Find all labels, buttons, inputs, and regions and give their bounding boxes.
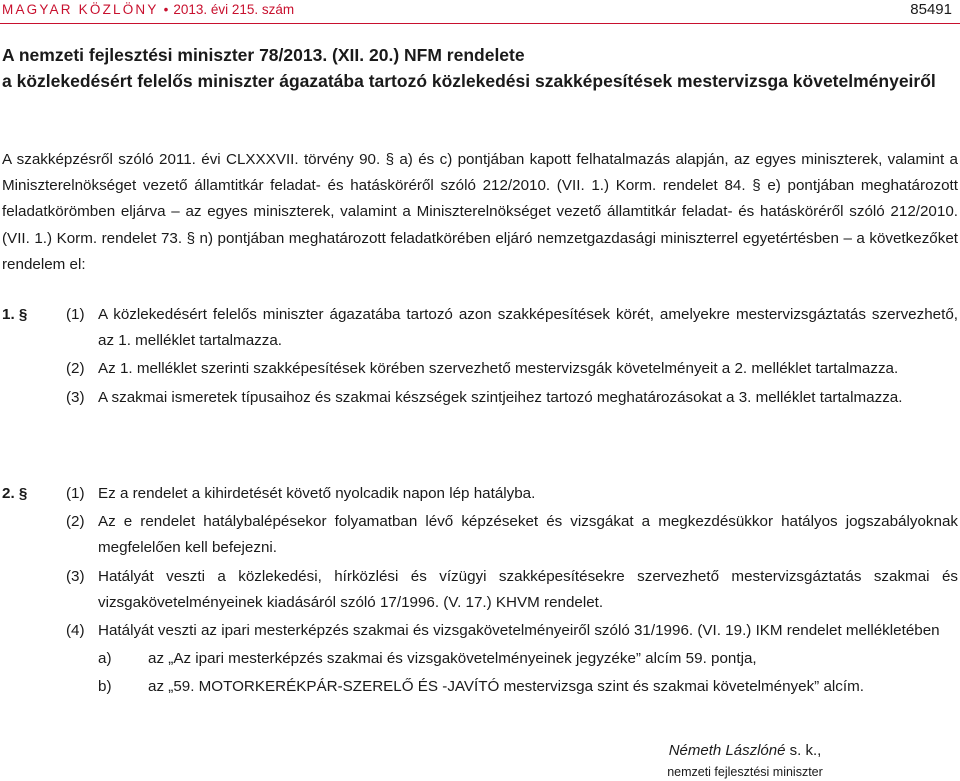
paragraph-text: Az e rendelet hatálybalépésekor folyamatban lévő képzéseket és vizsgákat a megkezdésükkor hatályos jogszabályoknak megfelelően kell befejezni.: [98, 513, 958, 557]
paragraph-text: Ez a rendelet a kihirdetését követő nyolcadik napon lép hatályba.: [98, 485, 536, 502]
paragraph-number: (4): [66, 622, 85, 640]
page-number: 85491: [910, 1, 952, 18]
subpoint-text: az „Az ipari mesterképzés szakmai és vizsgakövetelményeinek jegyzéke” alcím 59. pontja,: [148, 650, 757, 668]
paragraph-number: (1): [66, 306, 85, 323]
paragraph-text: Hatályát veszti az ipari mesterképzés szakmai és vizsgakövetelményeiről szóló 31/1996. (VI. 19.) IKM rendelet mellékletében: [98, 622, 940, 640]
page-header: [0, 0, 960, 22]
section-2: [2, 481, 958, 701]
paragraph-number: (3): [66, 388, 85, 406]
header-publication-info: [2, 2, 294, 17]
paragraph-text: Hatályát veszti a közlekedési, hírközlési és vízügyi szakképesítésekre szervezhető mestervizsgáztatás szakmai és vizsgakövetelményeinek kiadásáról szóló 17/1996. (V. 17.) KHVM rendelet.: [98, 567, 958, 611]
paragraph-number: (2): [66, 360, 85, 378]
paragraph-number: (1): [66, 485, 85, 502]
header-rule: [0, 23, 960, 24]
paragraph-text: A szakmai ismeretek típusaihoz és szakmai készségek szintjeihez tartozó meghatározásokat a 3. melléklet tartalmazza.: [98, 388, 903, 406]
paragraph-number: (2): [66, 513, 85, 531]
paragraph: [2, 385, 958, 411]
signature-suffix: s. k.,: [785, 742, 822, 759]
subpoint: [2, 646, 958, 672]
paragraph: [2, 481, 958, 507]
title-line-1: A nemzeti fejlesztési miniszter 78/2013. (XII. 20.) NFM rendelete: [2, 45, 525, 65]
signatory-name: Németh Lászlóné: [668, 742, 786, 759]
subpoint-text: az „59. MOTORKERÉKPÁR-SZERELŐ ÉS -JAVÍTÓ mestervizsga szint és szakmai követelmények” alcím.: [148, 678, 864, 696]
paragraph: [2, 564, 958, 616]
paragraph-number: (3): [66, 567, 85, 585]
preamble-text: A szakképzésről szóló 2011. évi CLXXXVII. törvény 90. § a) és c) pontjában kapott felhatalmazás alapján, az egyes miniszterek, valamint a Miniszterelnökséget vezető államtitkár feladat- és hatásköréről szóló 212/2010. (VII. 1.) Korm. rendelet 84. § e) pontjában meghatározott feladatkörömben eljárva – az egyes miniszterek, valamint a Miniszterelnökséget vezető államtitkár feladat- és hatásköréről szóló 212/2010. (VII. 1.) Korm. rendelet 73. § n) pontjában meghatározott feladatkörében eljáró nemzetgazdasági miniszterrel egyetértésben – a következőket rendelem el:: [2, 151, 958, 273]
issue-label: 2013. évi 215. szám: [173, 2, 295, 17]
subpoint-letter: a): [98, 650, 112, 668]
document-title: [2, 42, 942, 94]
paragraph: [2, 302, 958, 354]
paragraph: [2, 618, 958, 644]
signatory-role: nemzeti fejlesztési miniszter: [667, 765, 823, 779]
subpoint: [2, 674, 958, 700]
header-separator: •: [163, 2, 169, 17]
paragraph: [2, 509, 958, 561]
title-line-2: a közlekedésért felelős miniszter ágazatába tartozó közlekedési szakképesítések mestervizsga követelményeiről: [2, 71, 936, 91]
section-number: 2. §: [2, 485, 28, 502]
signature-name: [600, 742, 890, 759]
section-number: 1. §: [2, 306, 28, 323]
section-1: [2, 302, 958, 411]
subpoint-letter: b): [98, 678, 112, 696]
paragraph-text: A közlekedésért felelős miniszter ágazatába tartozó azon szakképesítések körét, amelyekre mestervizsgáztatás szervezhető, az 1. melléklet tartalmazza.: [98, 306, 958, 350]
paragraph: [2, 356, 958, 382]
paragraph-text: Az 1. melléklet szerinti szakképesítések körében szervezhető mestervizsgák követelményeit a 2. melléklet tartalmazza.: [98, 360, 899, 378]
publication-name: MAGYAR KÖZLÖNY: [2, 2, 159, 17]
